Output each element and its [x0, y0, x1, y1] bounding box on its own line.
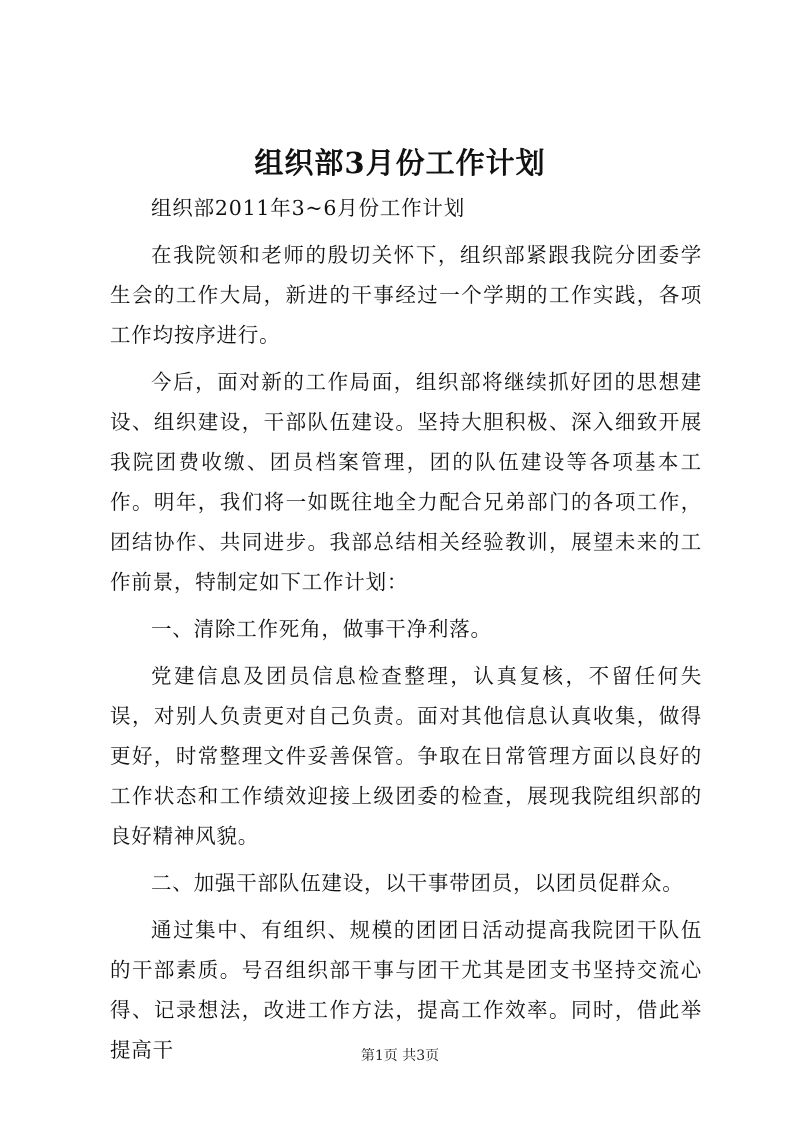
section-body-2: 通过集中、有组织、规模的团团日活动提高我院团干队伍的干部素质。号召组织部干事与团干尤其是团支书坚持交流心得、记录想法，改进工作方法，提高工作效率。同时，借此举提高干	[110, 918, 702, 1062]
subtitle-paragraph: 组织部2011年3~6月份工作计划	[151, 196, 466, 220]
intro-paragraph: 在我院领和老师的殷切关怀下，组织部紧跟我院分团委学生会的工作大局，新进的干事经过一个学期的工作实践，各项工作均按序进行。	[110, 243, 702, 347]
document-body	[110, 188, 702, 1077]
document-title: 组织部3月份工作计划	[254, 146, 546, 180]
section-body-1: 党建信息及团员信息检查整理，认真复核，不留任何失误，对别人负责更对自己负责。面对其他信息认真收集，做得更好，时常整理文件妥善保管。争取在日常管理方面以良好的工作状态和工作绩效迎接上级团委的检查，展现我院组织部的良好精神风貌。	[110, 664, 702, 848]
outlook-paragraph: 今后，面对新的工作局面，组织部将继续抓好团的思想建设、组织建设，干部队伍建设。坚持大胆积极、深入细致开展我院团费收缴、团员档案管理，团的队伍建设等各项基本工作。明年，我们将一如既往地全力配合兄弟部门的各项工作，团结协作、共同进步。我部总结相关经验教训，展望未来的工作前景，特制定如下工作计划：	[110, 370, 702, 594]
section-heading-2: 二、加强干部队伍建设，以干事带团员，以团员促群众。	[151, 871, 684, 895]
page-footer: 第1页 共3页	[360, 1048, 440, 1064]
section-heading-1: 一、清除工作死角，做事干净利落。	[151, 617, 492, 641]
